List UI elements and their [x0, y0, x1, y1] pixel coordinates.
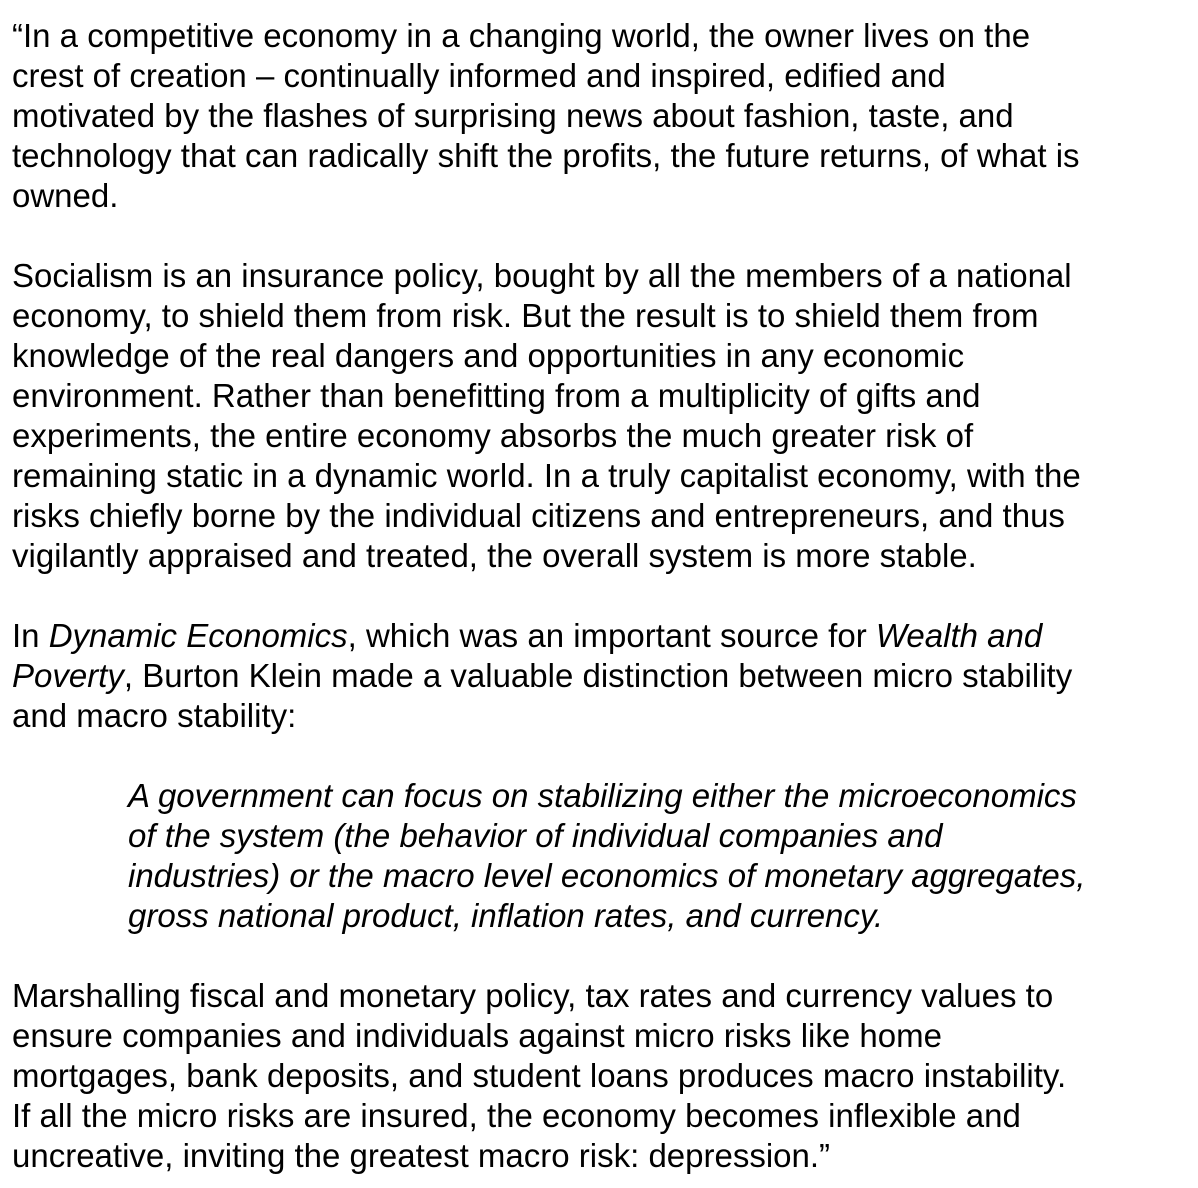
quote-line: A government can focus on stabilizing either the microeconomics — [128, 777, 1077, 814]
book-title-dynamic-economics: Dynamic Economics — [48, 617, 348, 654]
block-quote — [12, 776, 1198, 936]
text-line — [12, 616, 1198, 656]
text-line: Marshalling fiscal and monetary policy, tax rates and currency values to — [12, 977, 1054, 1014]
text-line: motivated by the flashes of surprising news about fashion, taste, and — [12, 97, 1014, 134]
text-run: , which was an important source for — [347, 617, 876, 654]
text-line: Socialism is an insurance policy, bought by all the members of a national — [12, 257, 1072, 294]
text-line: If all the micro risks are insured, the economy becomes inflexible and — [12, 1097, 1021, 1134]
paragraph-dynamic-economics — [12, 616, 1198, 736]
text-line: risks chiefly borne by the individual citizens and entrepreneurs, and thus — [12, 497, 1065, 534]
quote-line: of the system (the behavior of individual companies and — [128, 817, 943, 854]
text-line: remaining static in a dynamic world. In a truly capitalist economy, with the — [12, 457, 1081, 494]
text-run: In — [12, 617, 49, 654]
text-line: technology that can radically shift the profits, the future returns, of what is — [12, 137, 1080, 174]
book-title-wealth-and-poverty-part1: Wealth and — [875, 617, 1043, 654]
paragraph-marshalling-fiscal-policy — [12, 976, 1198, 1176]
text-line: owned. — [12, 177, 119, 214]
paragraph-owner-crest-of-creation — [12, 16, 1198, 216]
text-line: “In a competitive economy in a changing world, the owner lives on the — [12, 17, 1031, 54]
text-line: and macro stability: — [12, 697, 297, 734]
text-line: environment. Rather than benefitting from a multiplicity of gifts and — [12, 377, 981, 414]
text-line: economy, to shield them from risk. But the result is to shield them from — [12, 297, 1039, 334]
paragraph-socialism-insurance — [12, 256, 1198, 576]
text-line: vigilantly appraised and treated, the overall system is more stable. — [12, 537, 977, 574]
quote-line: industries) or the macro level economics of monetary aggregates, — [128, 857, 1086, 894]
text-line: crest of creation – continually informed and inspired, edified and — [12, 57, 946, 94]
text-line: experiments, the entire economy absorbs the much greater risk of — [12, 417, 974, 454]
text-line: mortgages, bank deposits, and student loans produces macro instability. — [12, 1057, 1067, 1094]
book-title-wealth-and-poverty-part2: Poverty — [12, 657, 124, 694]
text-line: uncreative, inviting the greatest macro risk: depression.” — [12, 1137, 831, 1174]
text-run: , Burton Klein made a valuable distinction between micro stability — [123, 657, 1073, 694]
quote-line: gross national product, inflation rates, and currency. — [128, 897, 884, 934]
text-line: ensure companies and individuals against micro risks like home — [12, 1017, 942, 1054]
text-line — [12, 656, 1198, 696]
text-line: knowledge of the real dangers and opportunities in any economic — [12, 337, 965, 374]
